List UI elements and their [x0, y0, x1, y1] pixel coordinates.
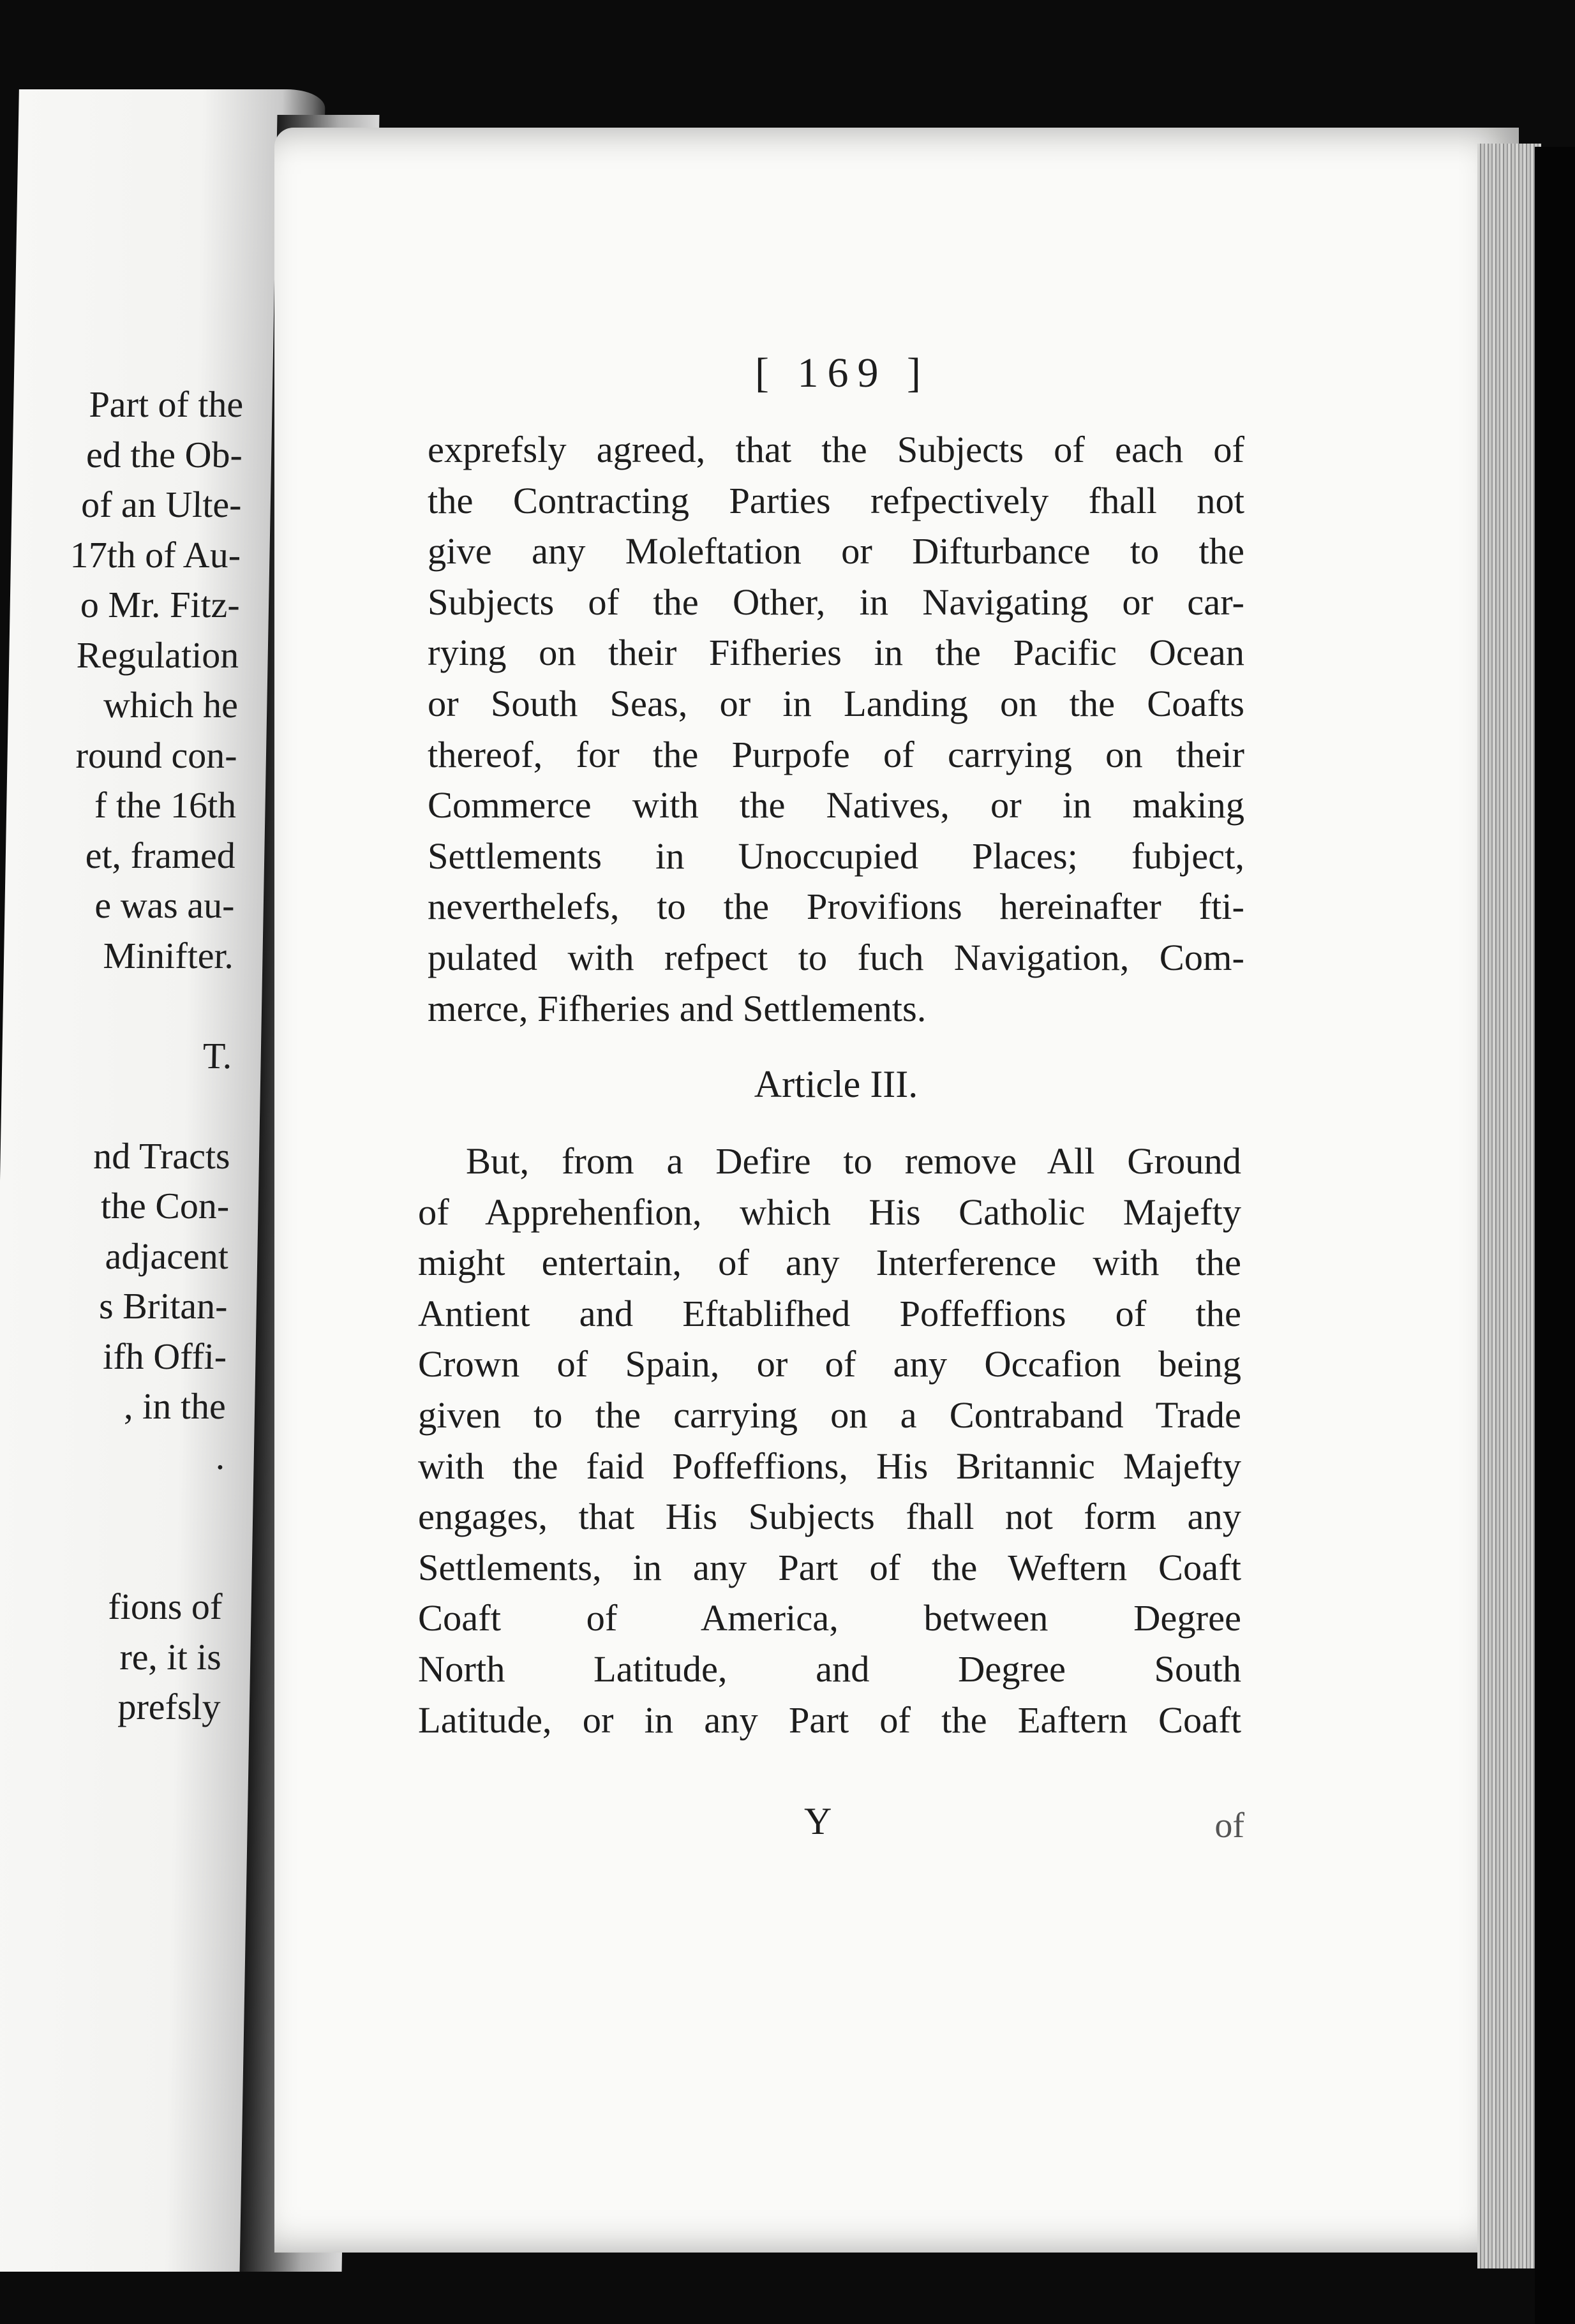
- previous-page-line: o Mr. Fitz-: [80, 584, 241, 625]
- previous-page-line: 17th of Au-: [70, 533, 241, 576]
- previous-page-text: [0, 380, 244, 1732]
- text-line: engages, that His Subjects fhall not form any: [418, 1496, 1241, 1538]
- text-line: given to the carrying on a Contraband Trade: [418, 1394, 1241, 1436]
- signature-mark: Y: [804, 1800, 832, 1842]
- text-line: Settlements, in any Part of the Weftern Coaft: [418, 1546, 1241, 1588]
- article-heading: Article III.: [754, 1063, 918, 1105]
- previous-page-line: fions of: [107, 1586, 223, 1627]
- text-line: of Apprehenfion, which His Catholic Majefty: [418, 1191, 1241, 1233]
- text-line: the Contracting Parties refpectively fhall not: [428, 479, 1244, 521]
- previous-page-line: the Con-: [100, 1185, 230, 1226]
- catchword: of: [1214, 1806, 1244, 1845]
- text-line: might entertain, of any Interference with the: [418, 1242, 1241, 1284]
- previous-page-line: , in the: [123, 1385, 227, 1427]
- text-line: Crown of Spain, or of any Occafion being: [418, 1343, 1241, 1385]
- previous-page-line: which he: [103, 684, 239, 726]
- background-edge: [1535, 147, 1575, 2324]
- text-line: give any Moleftation or Difturbance to the: [428, 530, 1244, 572]
- previous-page-line: [0, 1532, 223, 1583]
- previous-page-line: nd Tracts: [93, 1135, 231, 1177]
- text-line: Settlements in Unoccupied Places; fubject,: [428, 835, 1244, 877]
- text-line: neverthelefs, to the Provifions hereinafter fti-: [428, 886, 1244, 928]
- text-line: Antient and Eftablifhed Poffeffions of the: [418, 1292, 1241, 1334]
- text-line: North Latitude, and Degree South: [418, 1648, 1241, 1690]
- previous-page-line: f the 16th: [94, 784, 237, 826]
- page-stack-edge: [1477, 144, 1541, 2268]
- previous-page-line: re, it is: [119, 1635, 222, 1678]
- previous-page-line: ifh Offi-: [102, 1335, 227, 1377]
- text-line: thereof, for the Purpofe of carrying on their: [428, 733, 1244, 775]
- text-line: Subjects of the Other, in Navigating or car-: [428, 581, 1244, 623]
- previous-page-line: [1, 1081, 231, 1131]
- previous-page-line: adjacent: [105, 1235, 229, 1277]
- text-line: merce, Fifheries and Settlements.: [428, 987, 927, 1029]
- previous-page-line: Regulation: [76, 634, 239, 676]
- previous-page-line: .: [215, 1435, 226, 1477]
- text-line: Coaft of America, between Degree: [418, 1597, 1241, 1639]
- previous-page-line: [3, 981, 233, 1031]
- previous-page-line: s Britan-: [98, 1285, 228, 1327]
- previous-page-line: T.: [202, 1034, 232, 1076]
- previous-page-line: ed the Ob-: [86, 433, 243, 475]
- previous-page-line: prefsly: [117, 1686, 221, 1727]
- text-line: rying on their Fifheries in the Pacific Ocean: [428, 632, 1244, 674]
- text-line: But, from a Defire to remove All Ground: [466, 1140, 1241, 1182]
- text-line: with the faid Poffeffions, His Britannic Majefty: [418, 1445, 1241, 1487]
- previous-page-line: round con-: [75, 734, 238, 776]
- text-line: Latitude, or in any Part of the Eaftern Coaft: [418, 1699, 1241, 1741]
- previous-page-line: [0, 1482, 225, 1532]
- text-line: Commerce with the Natives, or in making: [428, 784, 1244, 826]
- previous-page-line: of an Ulte-: [80, 484, 243, 525]
- paragraph-article-continuation: [428, 424, 1244, 1034]
- previous-page-line: Minifter.: [103, 934, 234, 976]
- previous-page-line: Part of the: [89, 384, 244, 425]
- previous-page-line: et, framed: [85, 834, 236, 876]
- previous-page-line: e was au-: [94, 884, 235, 926]
- text-line: exprefsly agreed, that the Subjects of each of: [428, 429, 1244, 470]
- page-number: [ 169 ]: [755, 350, 930, 396]
- paragraph-article-three: [418, 1136, 1241, 1745]
- text-line: pulated with refpect to fuch Navigation, Com-: [428, 936, 1244, 978]
- text-line: or South Seas, or in Landing on the Coafts: [428, 682, 1244, 724]
